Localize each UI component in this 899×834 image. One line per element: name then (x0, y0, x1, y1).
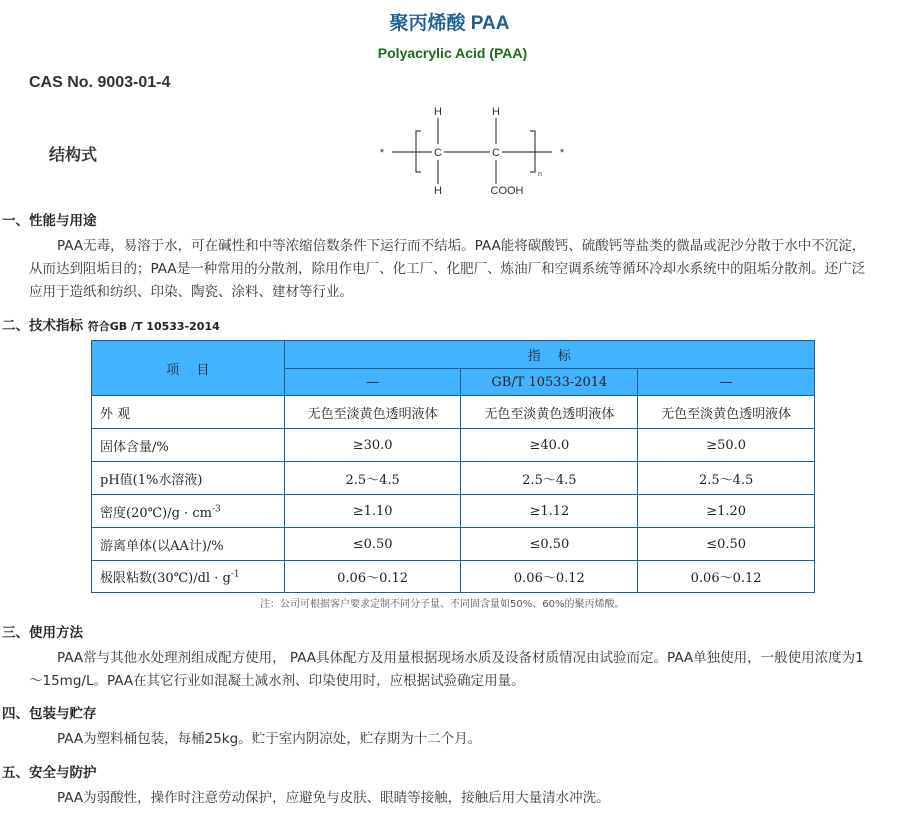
row-value: ≥1.20 (638, 495, 815, 528)
row-value: ≥40.0 (461, 429, 638, 462)
svg-text:C: C (492, 147, 500, 159)
row-value: 0.06～0.12 (461, 561, 638, 593)
page-subtitle: Polyacrylic Acid (PAA) (377, 45, 528, 61)
section-heading-properties: 一、性能与用途 (2, 213, 97, 229)
structure-end-left: * (379, 147, 385, 159)
table-row (92, 528, 815, 561)
table-row (92, 429, 815, 462)
header-item: 项 目 (92, 341, 285, 396)
subheader-cell: — (638, 369, 815, 396)
row-item: pH值(1%水溶液) (92, 462, 285, 495)
standard-note: 符合GB /T 10533-2014 (87, 320, 220, 333)
section-heading-packaging: 四、包装与贮存 (2, 706, 97, 722)
section-heading-specifications (2, 314, 220, 334)
structure-end-right: * (559, 147, 565, 159)
subheader-cell: GB/T 10533-2014 (461, 369, 638, 396)
svg-text:n: n (538, 171, 542, 178)
specifications-table (91, 340, 815, 593)
svg-text:COOH: COOH (490, 185, 524, 197)
header-spec: 指 标 (284, 341, 814, 369)
table-footnote: 注：公司可根据客户要求定制不同分子量、不同固含量如50%、60%的聚丙烯酸。 (260, 599, 625, 610)
row-value: 无色至淡黄色透明液体 (284, 396, 461, 429)
row-value: ≤0.50 (461, 528, 638, 561)
cas-number: CAS No. 9003-01-4 (29, 74, 171, 91)
row-value: ≥1.10 (284, 495, 461, 528)
table-row (92, 462, 815, 495)
row-value: ≤0.50 (638, 528, 815, 561)
row-item: 外 观 (92, 396, 285, 429)
row-item: 固体含量/% (92, 429, 285, 462)
row-value: 0.06～0.12 (284, 561, 461, 593)
section-body-safety: PAA为弱酸性，操作时注意劳动保护，应避免与皮肤、眼睛等接触，接触后用大量清水冲洗。 (57, 790, 610, 806)
row-value: ≥50.0 (638, 429, 815, 462)
row-value: 0.06～0.12 (638, 561, 815, 593)
row-value: 无色至淡黄色透明液体 (638, 396, 815, 429)
row-value: ≥30.0 (284, 429, 461, 462)
table-row (92, 561, 815, 593)
section-body-properties: PAA无毒，易溶于水，可在碱性和中等浓缩倍数条件下运行而不结垢。PAA能将碳酸钙、硫酸钙等盐类的微晶或泥沙分散于水中不沉淀，从而达到阻垢目的；PAA是一种常用的分散剂，除用作电厂、化工厂、化肥厂、炼油厂和空调系统等循环冷却水系统中的阻垢分散剂。还广泛应用于造纸和纺织、印染、陶瓷、涂料、建材等行业。 (29, 238, 866, 300)
table-row (92, 396, 815, 429)
row-item: 极限粘数(30℃)/dl · $g^{-1}$ (92, 561, 285, 593)
section-body-usage: PAA常与其他水处理剂组成配方使用， PAA具体配方及用量根据现场水质及设备材质情况由试验而定。PAA单独使用，一般使用浓度为1～15mg/L。PAA在其它行业如混凝土减水剂、印染使用时，应根据试验确定用量。 (29, 650, 864, 689)
row-value: 无色至淡黄色透明液体 (461, 396, 638, 429)
table-row (92, 495, 815, 528)
section-body-packaging: PAA为塑料桶包装，每桶25kg。贮于室内阴凉处，贮存期为十二个月。 (57, 731, 482, 747)
section-heading-usage: 三、使用方法 (2, 625, 83, 641)
row-value: 2.5～4.5 (461, 462, 638, 495)
table-header-row (92, 341, 815, 369)
structural-formula-diagram (370, 100, 570, 200)
page-title: 聚丙烯酸 PAA (389, 13, 510, 34)
row-value: 2.5～4.5 (638, 462, 815, 495)
svg-text:H: H (434, 185, 442, 197)
row-value: ≤0.50 (284, 528, 461, 561)
subheader-cell: — (284, 369, 461, 396)
svg-text:H: H (434, 106, 442, 118)
row-item: 游离单体(以AA计)/% (92, 528, 285, 561)
section-heading-specifications-label: 二、技术指标 (2, 318, 83, 334)
row-value: 2.5～4.5 (284, 462, 461, 495)
svg-text:C: C (434, 147, 442, 159)
svg-text:H: H (492, 106, 500, 118)
row-item: 密度(20℃)/g · $cm^{-3}$ (92, 495, 285, 528)
structure-label: 结构式 (49, 145, 98, 164)
row-value: ≥1.12 (461, 495, 638, 528)
section-heading-safety: 五、安全与防护 (2, 765, 97, 781)
